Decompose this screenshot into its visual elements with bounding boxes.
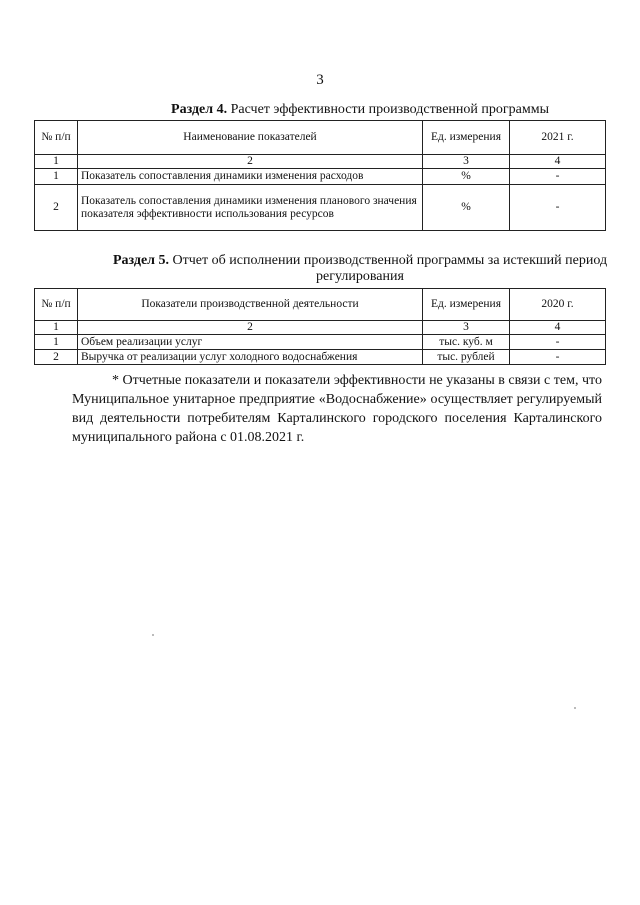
page-number: 3 xyxy=(316,72,324,88)
numbering-cell: 4 xyxy=(510,321,606,335)
table-cell: - xyxy=(510,169,606,185)
scan-speck xyxy=(152,634,154,636)
table-cell: Показатель сопоставления динамики изменения расходов xyxy=(78,169,423,185)
table-cell: тыс. рублей xyxy=(423,350,510,365)
section-4-table xyxy=(34,120,606,231)
table-row xyxy=(35,335,606,350)
section-5-table xyxy=(34,288,606,365)
header-cell: Наименование показателей xyxy=(78,121,423,155)
table-row xyxy=(35,169,606,185)
header-cell: Показатели производственной деятельности xyxy=(78,289,423,321)
header-cell: Ед. измерения xyxy=(423,289,510,321)
table-cell: 1 xyxy=(35,169,78,185)
footnote-text: * Отчетные показатели и показатели эффективности не указаны в связи с тем, что Муниципальное унитарное предприятие «Водоснабжение» осуществляет регулируемый вид деятельности потребителям Карталинского городского поселения Карталинского муниципального района с 01.08.2021 г. xyxy=(72,373,602,445)
header-cell: № п/п xyxy=(35,289,78,321)
table-cell: % xyxy=(423,169,510,185)
section-5-title xyxy=(100,253,620,285)
table-cell: 1 xyxy=(35,335,78,350)
table-cell: % xyxy=(423,185,510,231)
table-cell: 2 xyxy=(35,350,78,365)
table-row xyxy=(35,350,606,365)
header-cell: № п/п xyxy=(35,121,78,155)
table-cell: - xyxy=(510,350,606,365)
table-cell: - xyxy=(510,185,606,231)
section-4-title xyxy=(100,102,620,118)
numbering-cell: 4 xyxy=(510,155,606,169)
table-header-row xyxy=(35,289,606,321)
table-numbering-row xyxy=(35,155,606,169)
numbering-cell: 3 xyxy=(423,321,510,335)
numbering-cell: 1 xyxy=(35,155,78,169)
table-cell: Выручка от реализации услуг холодного водоснабжения xyxy=(78,350,423,365)
section-5-title-text: Отчет об исполнении производственной программы за истекший период регулирования xyxy=(169,253,608,284)
scan-speck xyxy=(574,707,576,709)
table-row xyxy=(35,185,606,231)
table-numbering-row xyxy=(35,321,606,335)
header-cell: 2020 г. xyxy=(510,289,606,321)
table-cell: 2 xyxy=(35,185,78,231)
footnote xyxy=(72,371,602,447)
header-cell: Ед. измерения xyxy=(423,121,510,155)
numbering-cell: 2 xyxy=(78,321,423,335)
table-cell: тыс. куб. м xyxy=(423,335,510,350)
table-cell: - xyxy=(510,335,606,350)
table-cell: Показатель сопоставления динамики изменения планового значения показателя эффективности использования ресурсов xyxy=(78,185,423,231)
section-4-title-bold: Раздел 4. xyxy=(171,102,228,117)
numbering-cell: 1 xyxy=(35,321,78,335)
section-5-title-bold: Раздел 5. xyxy=(112,253,170,268)
header-cell: 2021 г. xyxy=(510,121,606,155)
table-cell: Объем реализации услуг xyxy=(78,335,423,350)
numbering-cell: 3 xyxy=(423,155,510,169)
numbering-cell: 2 xyxy=(78,155,423,169)
table-header-row xyxy=(35,121,606,155)
section-4-title-text: Расчет эффективности производственной программы xyxy=(227,102,549,117)
